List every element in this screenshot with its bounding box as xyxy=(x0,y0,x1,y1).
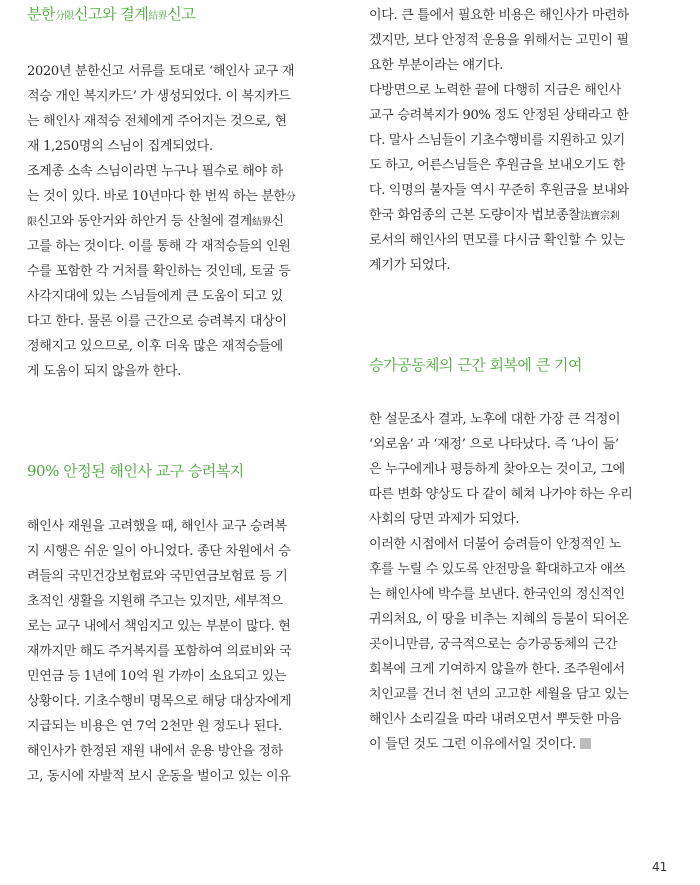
text-line: 로는 교구 내에서 책임지고 있는 부분이 많다. 현 xyxy=(27,619,291,634)
text-line: 회복에 크게 기여하지 않을까 한다. 조주원에서 xyxy=(369,662,625,677)
text-line: 다고 한다. 물론 이를 근간으로 승려복지 대상이 xyxy=(27,314,287,329)
text-part: 신 xyxy=(271,214,284,229)
text-part: 이 들던 것도 그런 이유에서일 것이다. xyxy=(369,737,576,752)
heading-part: 분한 xyxy=(27,5,55,23)
text-line: 는 해인사 재적승 전체에게 주어지는 것으로, 현 xyxy=(27,114,287,129)
text-line: 민연금 등 1년에 10억 원 가까이 소요되고 있는 xyxy=(27,669,287,684)
text-line: 지급되는 비용은 연 7억 2천만 원 정도나 된다. xyxy=(27,719,282,734)
text-part: 는 것이 있다. 바로 10년마다 한 번씩 하는 분한 xyxy=(27,189,286,204)
section-heading-sangha: 승가공동체의 근간 회복에 큰 기여 xyxy=(369,356,582,374)
text-line: 재까지만 해도 주거복지를 포함하여 의료비와 국 xyxy=(27,644,292,659)
paragraph xyxy=(369,407,633,757)
text-line xyxy=(369,732,633,757)
section-heading-bunhan-gyeolgye xyxy=(27,3,195,25)
text-line: 곳이니만큼, 궁극적으로는 승가공동체의 근간 xyxy=(369,637,618,652)
hanja: 分 xyxy=(285,192,296,203)
text-line: 상황이다. 기초수행비 명목으로 해당 대상자에게 xyxy=(27,694,292,709)
text-line: 은 누구에게나 평등하게 찾아오는 것이고, 그에 xyxy=(369,462,625,477)
text-line: 요한 부분이라는 얘기다. xyxy=(369,58,504,73)
text-line xyxy=(27,209,296,234)
text-line: 정해지고 있으므로, 이후 더욱 많은 재적승들에 xyxy=(27,339,283,354)
paragraph xyxy=(369,3,629,278)
hanja: 結界 xyxy=(252,217,272,228)
text-line xyxy=(27,184,296,209)
hanja: 限 xyxy=(27,217,37,228)
text-line: 겠지만, 보다 안정적 운용을 위해서는 고민이 필 xyxy=(369,33,629,48)
hanja: 法寶宗剎 xyxy=(580,211,620,222)
text-line: 해인사 소리길을 따라 내려오면서 뿌듯한 마음 xyxy=(369,712,622,727)
text-line: 초적인 생활을 지원해 주고는 있지만, 세부적으 xyxy=(27,594,283,609)
heading-part: 신고 xyxy=(167,5,196,23)
heading-hanja: 結界 xyxy=(148,11,168,22)
text-line: 는 해인사에 박수를 보낸다. 한국인의 정신적인 xyxy=(369,587,625,602)
text-line: 2020년 분한신고 서류를 토대로 ‘해인사 교구 재 xyxy=(27,64,295,79)
text-line: 해인사가 한정된 재원 내에서 운용 방안을 정하 xyxy=(27,744,283,759)
text-line: 수를 포함한 각 거처를 확인하는 것인데, 토굴 등 xyxy=(27,264,291,279)
text-line: 로서의 해인사의 면모를 다시금 확인할 수 있는 xyxy=(369,233,625,248)
text-line: 후를 누릴 수 있도록 안전망을 확대하고자 애쓰 xyxy=(369,562,625,577)
text-line: 귀의처요, 이 땅을 비추는 지혜의 등불이 되어온 xyxy=(369,612,629,627)
text-line: 고, 동시에 자발적 보시 운동을 벌이고 있는 이유 xyxy=(27,769,291,784)
text-part: 한국 화엄종의 근본 도량이자 법보종찰 xyxy=(369,208,581,223)
text-line: 다. 익명의 불자들 역시 꾸준히 후원금을 보내와 xyxy=(369,183,629,198)
text-line: 다. 말사 스님들이 기초수행비를 지원하고 있기 xyxy=(369,133,625,148)
text-line: 사회의 당면 과제가 되었다. xyxy=(369,512,520,527)
text-line: 해인사 재원을 고려했을 때, 해인사 교구 승려복 xyxy=(27,519,287,534)
section-heading-welfare: 90% 안정된 해인사 교구 승려복지 xyxy=(27,462,244,480)
text-line: 치인교를 건너 천 년의 고고한 세월을 담고 있는 xyxy=(369,687,629,702)
text-line: 도 하고, 어른스님들은 후원금을 보내오기도 한 xyxy=(369,158,625,173)
text-line: 따른 변화 양상도 다 같이 헤쳐 나가야 하는 우리 xyxy=(369,487,633,502)
text-line: 게 도움이 되지 않을까 한다. xyxy=(27,364,181,379)
text-line: 이다. 큰 틀에서 필요한 비용은 해인사가 마련하 xyxy=(369,8,629,23)
text-line: 한 설문조사 결과, 노후에 대한 가장 큰 걱정이 xyxy=(369,412,621,427)
heading-hanja: 分限 xyxy=(54,11,74,22)
text-line xyxy=(369,203,629,228)
text-line: 려들의 국민건강보험료와 국민연금보험료 등 기 xyxy=(27,569,288,584)
page-number: 41 xyxy=(652,860,668,874)
end-square-icon xyxy=(580,738,591,749)
text-line: ‘외로움’ 과 ‘재정’ 으로 나타났다. 즉 ‘나이 듦’ xyxy=(369,437,619,452)
text-line: 재 1,250명의 스님이 집계되었다. xyxy=(27,139,213,154)
text-part: 신고와 동안거와 하안거 등 산철에 결계 xyxy=(36,214,252,229)
heading-part: 신고와 결계 xyxy=(73,5,149,23)
text-line: 교구 승려복지가 90% 정도 안정된 상태라고 한 xyxy=(369,108,629,123)
text-line: 적승 개인 복지카드’ 가 생성되었다. 이 복지카드 xyxy=(27,89,291,104)
paragraph xyxy=(27,59,296,384)
text-line: 계기가 되었다. xyxy=(369,258,451,273)
text-line: 고를 하는 것이다. 이를 통해 각 재적승들의 인원 xyxy=(27,239,291,254)
paragraph xyxy=(27,514,291,789)
text-line: 사각지대에 있는 스님들에게 큰 도움이 되고 있 xyxy=(27,289,283,304)
text-line: 지 시행은 쉬운 일이 아니었다. 종단 차원에서 승 xyxy=(27,544,291,559)
text-line: 조계종 소속 스님이라면 누구나 필수로 해야 하 xyxy=(27,164,283,179)
text-line: 다방면으로 노력한 끝에 다행히 지금은 해인사 xyxy=(369,83,622,98)
text-line: 이러한 시점에서 더불어 승려들이 안정적인 노 xyxy=(369,537,622,552)
